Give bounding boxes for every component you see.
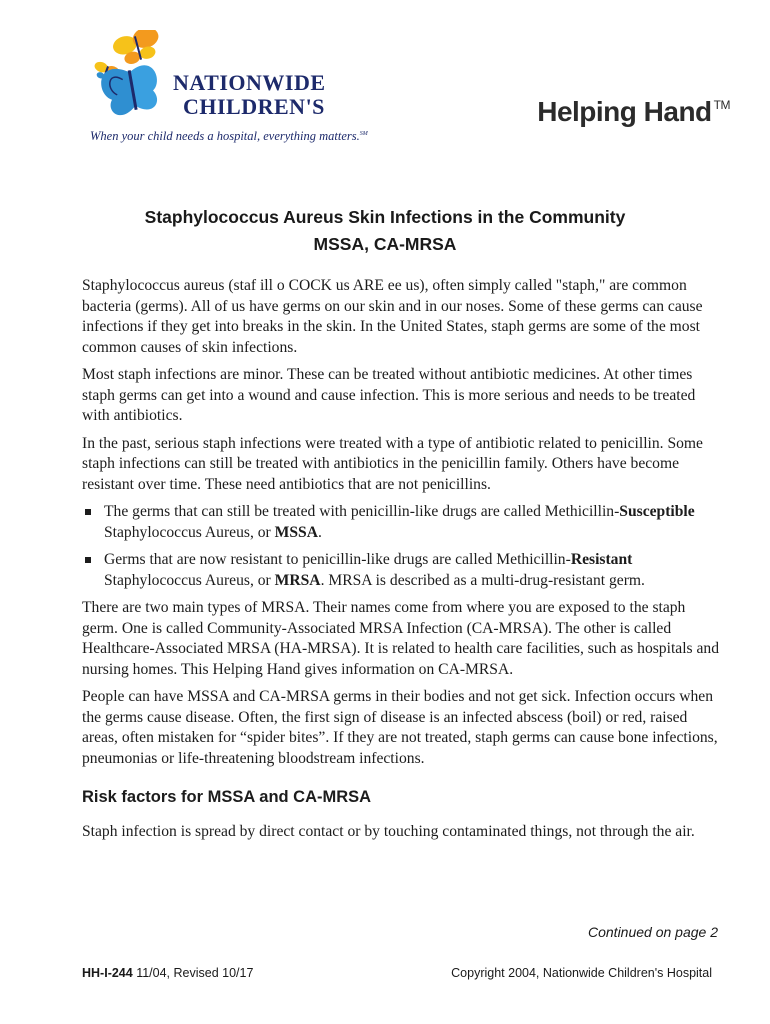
bullet-text: Staphylococcus Aureus, or — [104, 571, 275, 589]
nationwide-childrens-logo — [88, 30, 408, 150]
footer-doc-id — [82, 966, 253, 980]
tagline-text: When your child needs a hospital, everything matters. — [90, 129, 360, 143]
doc-dates: 11/04, Revised 10/17 — [132, 966, 254, 980]
paragraph: Most staph infections are minor. These can be treated without antibiotic medicines. At other times staph germs can get into a wound and cause infection. This is more serious and needs to be treated with antibiotics. — [82, 366, 696, 424]
bullet-text: . MRSA is described as a multi-drug-resistant germ. — [320, 571, 645, 589]
series-title-text: Helping Hand — [537, 96, 712, 127]
bullet-bold-term: Susceptible — [619, 503, 695, 520]
paragraph: Staph infection is spread by direct contact or by touching contaminated things, not through the air. — [82, 822, 695, 840]
bullet-bold-term: Resistant — [570, 551, 633, 568]
continued-note: Continued on page 2 — [588, 924, 718, 940]
document-subtitle: MSSA, CA-MRSA — [313, 234, 457, 254]
paragraph: Staphylococcus aureus (staf ill o COCK us ARE ee us), often simply called "staph," are common bacteria (germs). All of us have germs on our skin and in our noses. Some of these germs can cause infections if they get into breaks in the skin. In the United States, staph germs are some of the most common causes of skin infections. — [82, 277, 703, 356]
brand-line1: NATIONWIDE — [173, 70, 326, 95]
tagline-service-mark: SM — [359, 130, 368, 137]
bullet-text: . — [317, 523, 322, 541]
footer-copyright: Copyright 2004, Nationwide Children's Hospital — [451, 966, 712, 980]
document-title: Staphylococcus Aureus Skin Infections in the Community — [144, 207, 626, 227]
section-heading: Risk factors for MSSA and CA-MRSA — [82, 788, 372, 806]
brand-line2: CHILDREN'S — [183, 94, 325, 119]
bullet-bold-acronym: MSSA — [274, 523, 318, 541]
paragraph: There are two main types of MRSA. Their names come from where you are exposed to the staph germ. One is called Community-Associated MRSA Infection (CA-MRSA). The other is called Healthcare-Associated MRSA (HA-MRSA). It is related to health care facilities, such as hospitals and nursing homes. This Helping Hand gives information on CA-MRSA. — [82, 599, 720, 678]
bullet-list — [82, 502, 722, 591]
doc-code: HH-I-244 — [82, 966, 133, 980]
bullet-text: Germs that are now resistant to penicillin-like drugs are called Methicillin- — [104, 551, 571, 568]
paragraph: People can have MSSA and CA-MRSA germs in their bodies and not get sick. Infection occurs when the germs cause disease. Often, the first sign of disease is an infected abscess (boil) or red, raised areas, often mistaken for “spider bites”. If they are not treated, staph germs can cause bone infections, pneumonias or life-threatening bloodstream infections. — [82, 688, 718, 767]
bullet-square-icon — [85, 557, 91, 563]
bullet-text: Staphylococcus Aureus, or — [104, 523, 275, 541]
bullet-item-mssa — [82, 502, 722, 543]
tagline — [90, 129, 368, 144]
bullet-square-icon — [85, 509, 91, 515]
paragraph: In the past, serious staph infections were treated with a type of antibiotic related to penicillin. Some staph infections can still be treated with antibiotics in the penicillin family. Others have become resistant over time. These need antibiotics that are not penicillins. — [82, 434, 703, 493]
trademark-mark: TM — [713, 98, 730, 112]
document-body — [82, 276, 722, 849]
bullet-bold-acronym: MRSA — [274, 571, 321, 589]
bullet-item-mrsa — [82, 550, 722, 591]
series-title — [537, 96, 730, 128]
bullet-text: The germs that can still be treated with penicillin-like drugs are called Methicillin- — [104, 503, 620, 520]
